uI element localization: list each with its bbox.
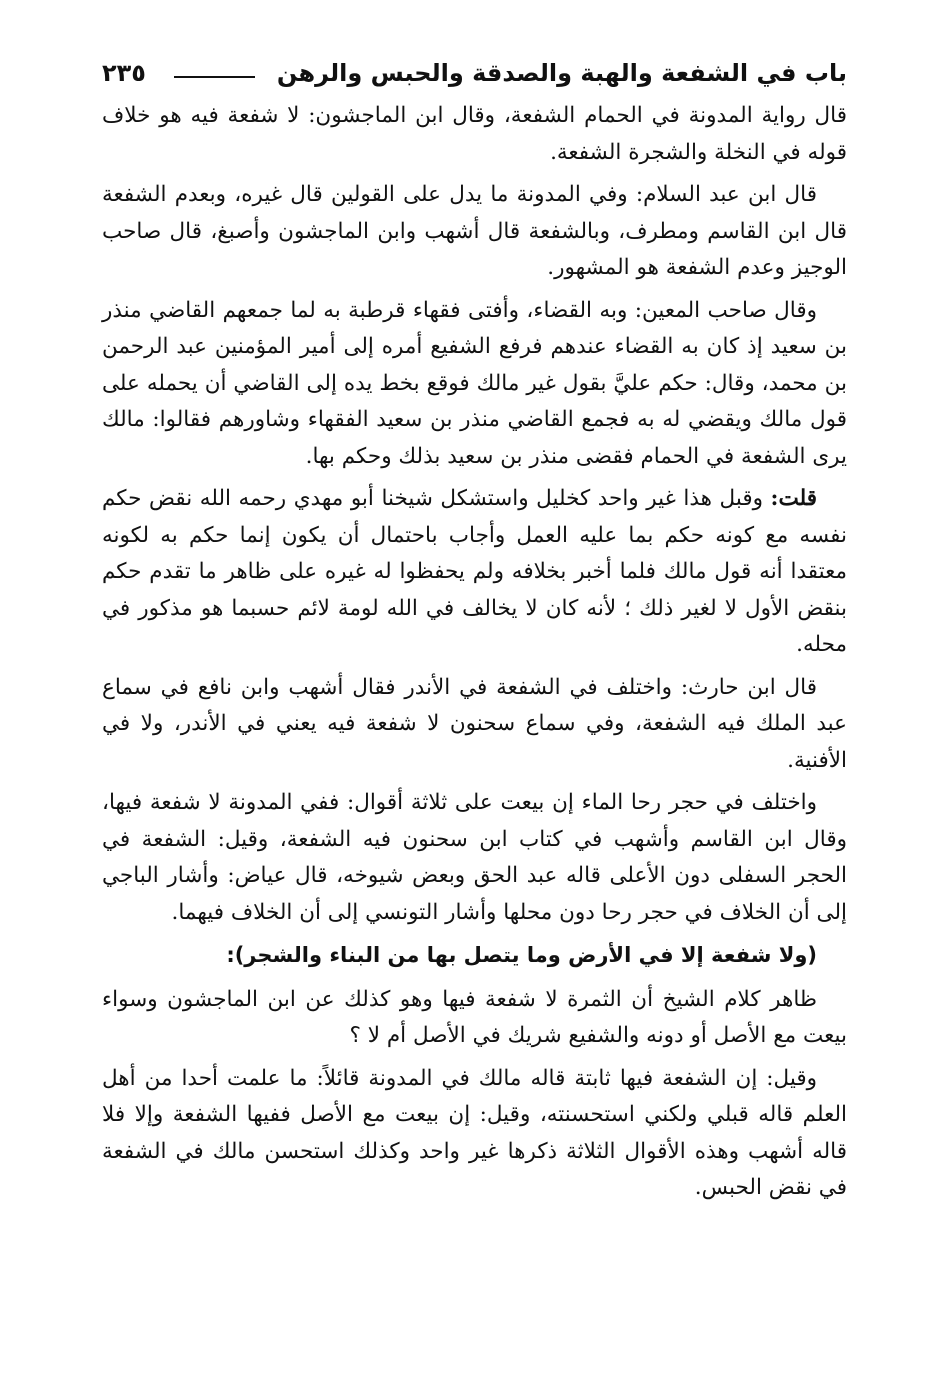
paragraph	[102, 670, 847, 780]
paragraph-text: وقال صاحب المعين: وبه القضاء، وأفتى فقهاء قرطبة به لما جمعهم القاضي منذر بن سعيد إذ كان به القضاء عندهم فرفع الشفيع أمره إلى أمير المؤمنين عبد الرحمن بن محمد، وقال: حكم عليَّ بقول غير مالك فوقع بخط يده إلى القاضي أن يحمله على قول مالك ويقضي له به فجمع القاضي منذر بن سعيد الفقهاء وشاورهم فقالوا: مالك يرى الشفعة في الحمام فقضى منذر بن سعيد بذلك وحكم بها.	[102, 297, 847, 469]
paragraph-text: قال رواية المدونة في الحمام الشفعة، وقال ابن الماجشون: لا شفعة فيه هو خلاف قوله في النخلة والشجرة الشفعة.	[102, 103, 847, 165]
paragraph-lead: قلت:	[770, 486, 817, 511]
paragraph-text: قال ابن حارث: واختلف في الشفعة في الأندر فقال أشهب وابن نافع في سماع عبد الملك فيه الشفعة، وفي سماع سحنون لا شفعة فيه يعني في الأندر، ولا في الأفنية.	[102, 674, 847, 773]
paragraph	[102, 982, 847, 1055]
page-body	[102, 98, 847, 1213]
paragraph	[102, 481, 847, 664]
paragraph-text: وقبل هذا غير واحد كخليل واستشكل شيخنا أبو مهدي رحمه الله نقض حكم نفسه مع كونه حكم بما عليه العمل وأجاب باحتمال أن يكون إنما حكم به لكونه معتقدا أنه قول مالك فلما أخبر بخلافه ولم يحفظوا له غيره على ظاهر ما تقدم حكم بنقض الأول لا لغير ذلك ؛ لأنه كان لا يخالف في الله لومة لائم حسبما هو مذكور في محله.	[102, 486, 847, 657]
header-rule	[174, 76, 255, 78]
running-header	[102, 56, 847, 90]
paragraph	[102, 98, 847, 171]
paragraph	[102, 293, 847, 476]
header-title: باب في الشفعة والهبة والصدقة والحبس والرهن	[276, 59, 847, 87]
page-number: ٢٣٥	[102, 59, 146, 87]
paragraph	[102, 1061, 847, 1207]
paragraph-text: واختلف في حجر رحا الماء إن بيعت على ثلاثة أقوال: ففي المدونة لا شفعة فيها، وقال ابن القاسم وأشهب في كتاب ابن سحنون فيه الشفعة، وقيل: الشفعة في الحجر السفلى دون الأعلى قاله عبد الحق وبعض شيوخه، قال عياض: وأشار الباجي إلى أن الخلاف في حجر رحا دون محلها وأشار التونسي إلى أن الخلاف فيهما.	[102, 790, 847, 925]
section-heading: (ولا شفعة إلا في الأرض وما يتصل بها من البناء والشجر):	[226, 943, 817, 967]
paragraph-text: قال ابن عبد السلام: وفي المدونة ما يدل على القولين قال غيره، وبعدم الشفعة قال ابن القاسم ومطرف، وبالشفعة قال أشهب وابن الماجشون وأصبغ، قال صاحب الوجيز وعدم الشفعة هو المشهور.	[102, 182, 847, 280]
paragraph	[102, 177, 847, 287]
paragraph-text: وقيل: إن الشفعة فيها ثابتة قاله مالك في المدونة قائلاً: ما علمت أحدا من أهل العلم قاله قبلي ولكني استحسنته، وقيل: إن بيعت مع الأصل ففيها الشفعة وإلا فلا قاله أشهب وهذه الأقوال الثلاثة ذكرها غير واحد وكذلك استحسن مالك في الشفعة في نقض الحبس.	[102, 1065, 847, 1200]
paragraph-text: ظاهر كلام الشيخ أن الثمرة لا شفعة فيها وهو كذلك عن ابن الماجشون وسواء بيعت مع الأصل أو دونه والشفيع شريك في الأصل أم لا ؟	[102, 986, 847, 1048]
paragraph	[102, 785, 847, 931]
